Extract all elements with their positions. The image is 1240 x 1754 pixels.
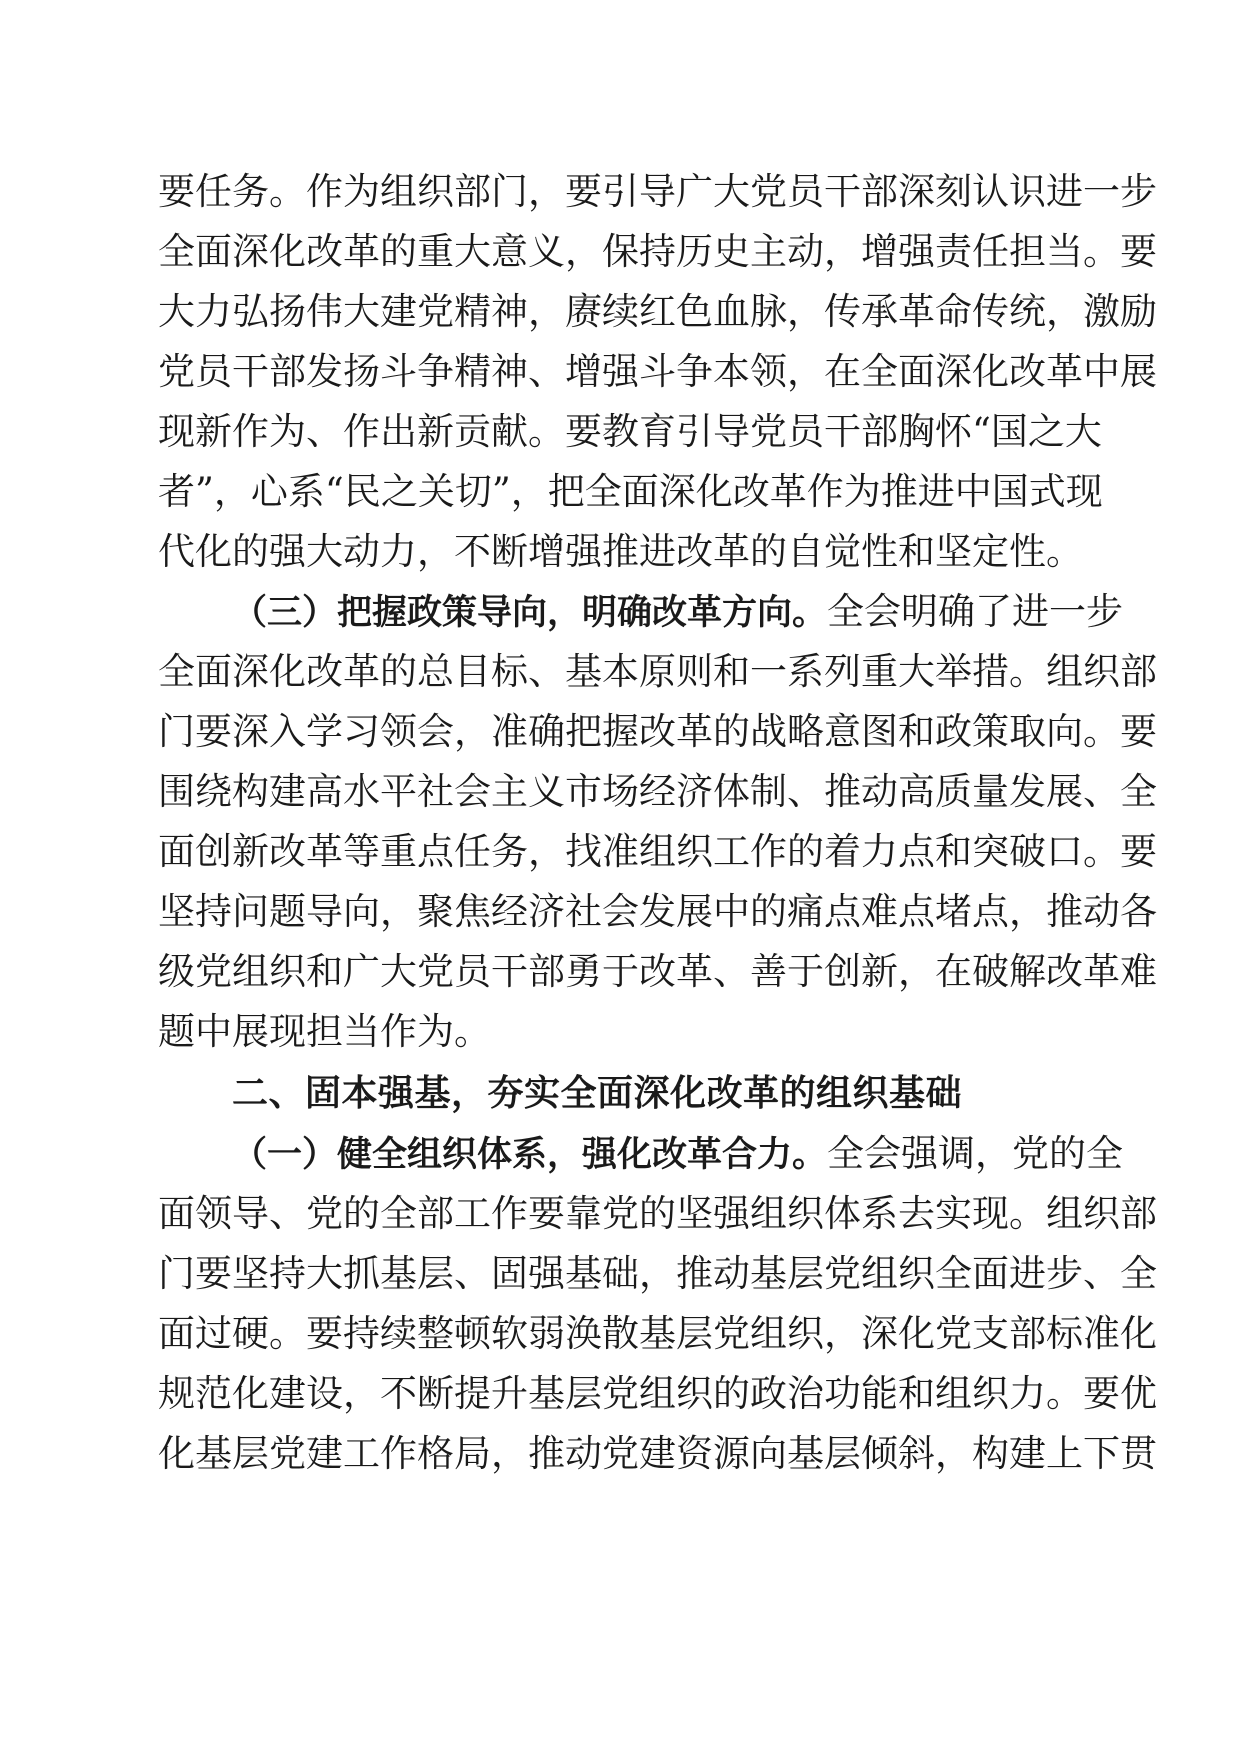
- section-1-first-line: [158, 1124, 1124, 1184]
- paragraph-line: 代化的强大动力，不断增强推进改革的自觉性和坚定性。: [158, 530, 1083, 573]
- paragraph-line: 党员干部发扬斗争精神、增强斗争本领，在全面深化改革中展: [158, 350, 1157, 393]
- paragraph-line: 坚持问题导向，聚焦经济社会发展中的痛点难点堵点，推动各: [158, 890, 1157, 933]
- paragraph-line: 门要坚持大抓基层、固强基础，推动基层党组织全面进步、全: [158, 1252, 1157, 1295]
- paragraph-line: 全面深化改革的重大意义，保持历史主动，增强责任担当。要: [158, 230, 1157, 273]
- paragraph-line: 规范化建设，不断提升基层党组织的政治功能和组织力。要优: [158, 1372, 1157, 1415]
- paragraph-line: 门要深入学习领会，准确把握改革的战略意图和政策取向。要: [158, 710, 1157, 753]
- section-3-first-line: [158, 582, 1124, 642]
- paragraph-line: 者”，心系“民之关切”，把全面深化改革作为推进中国式现: [158, 470, 1103, 513]
- section-1-first-line-text: 全会强调，党的全: [827, 1132, 1124, 1175]
- section-3-heading: （三）把握政策导向，明确改革方向。: [232, 593, 828, 633]
- paragraph-line: 要任务。作为组织部门，要引导广大党员干部深刻认识进一步: [158, 170, 1157, 213]
- paragraph-line: 题中展现担当作为。: [158, 1010, 491, 1053]
- paragraph-line: 面创新改革等重点任务，找准组织工作的着力点和突破口。要: [158, 830, 1157, 873]
- paragraph-line: 全面深化改革的总目标、基本原则和一系列重大举措。组织部: [158, 650, 1157, 693]
- paragraph-line: 围绕构建高水平社会主义市场经济体制、推动高质量发展、全: [158, 770, 1157, 813]
- part-2-heading: 二、固本强基，夯实全面深化改革的组织基础: [232, 1073, 963, 1114]
- paragraph-line: 化基层党建工作格局，推动党建资源向基层倾斜，构建上下贯: [158, 1432, 1157, 1475]
- paragraph-line: 现新作为、作出新贡献。要教育引导党员干部胸怀“国之大: [158, 410, 1102, 453]
- section-1-heading: （一）健全组织体系，强化改革合力。: [232, 1135, 828, 1175]
- paragraph-line: 面领导、党的全部工作要靠党的坚强组织体系去实现。组织部: [158, 1192, 1157, 1235]
- paragraph-line: 面过硬。要持续整顿软弱涣散基层党组织，深化党支部标准化: [158, 1312, 1157, 1355]
- section-3-first-line-text: 全会明确了进一步: [827, 590, 1124, 633]
- paragraph-line: 级党组织和广大党员干部勇于改革、善于创新，在破解改革难: [158, 950, 1157, 993]
- paragraph-line: 大力弘扬伟大建党精神，赓续红色血脉，传承革命传统，激励: [158, 290, 1157, 333]
